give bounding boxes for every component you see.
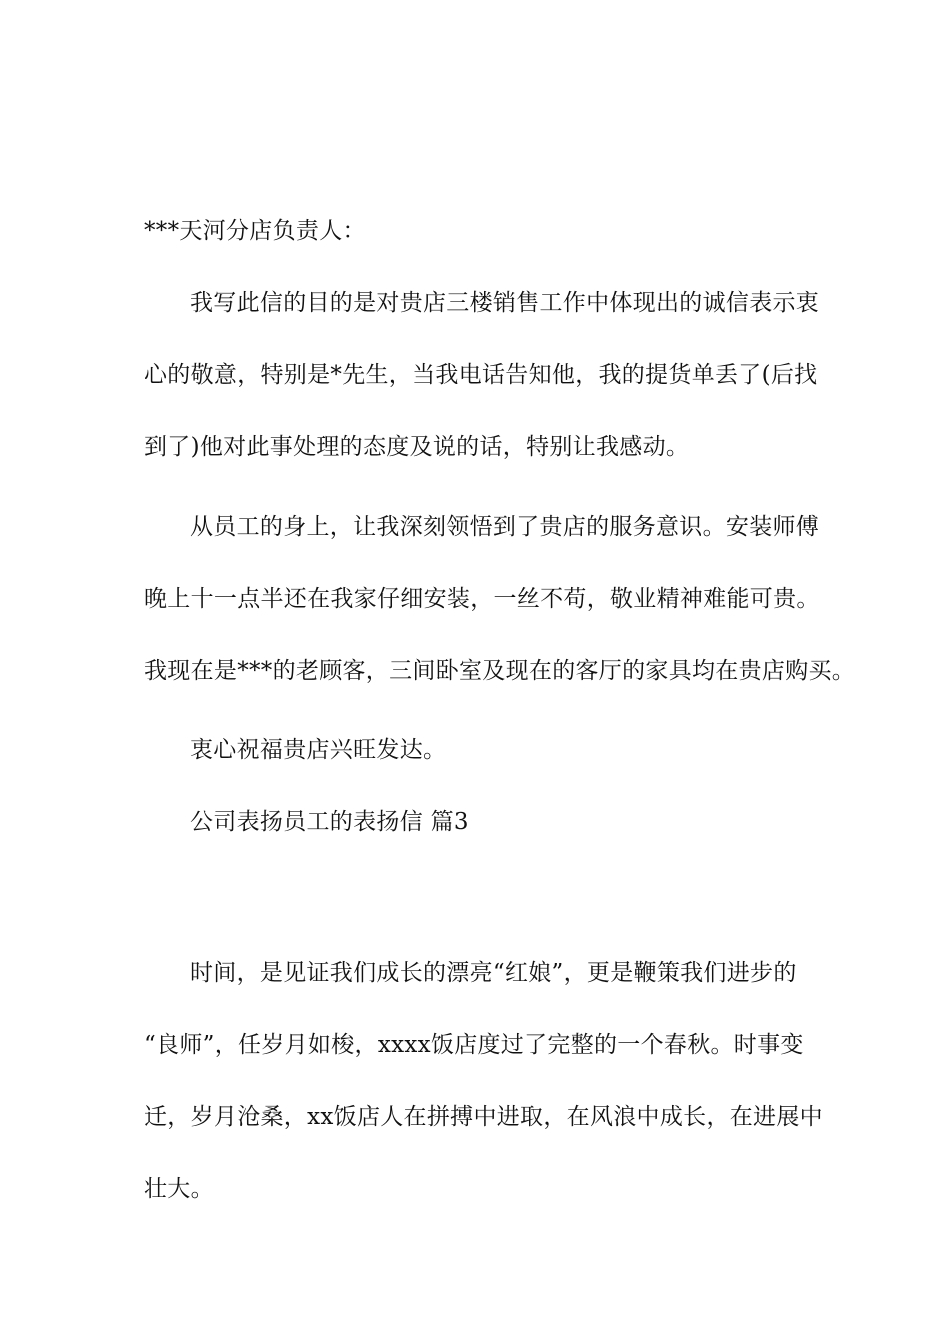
paragraph-line: “良师”，任岁月如梭，xxxx饭店度过了完整的一个春秋。时事变 <box>144 1032 804 1058</box>
paragraph-line: 我现在是***的老顾客，三间卧室及现在的客厅的家具均在贵店购买。 <box>144 658 856 684</box>
paragraph-line: 时间，是见证我们成长的漂亮“红娘”，更是鞭策我们进步的 <box>190 960 797 986</box>
section-heading: 公司表扬员工的表扬信 篇3 <box>190 809 469 835</box>
paragraph-line: 我写此信的目的是对贵店三楼销售工作中体现出的诚信表示衷 <box>190 290 820 316</box>
greeting-line: ***天河分店负责人： <box>144 218 366 244</box>
paragraph-line: 到了)他对此事处理的态度及说的话，特别让我感动。 <box>144 434 690 460</box>
paragraph-line: 迁，岁月沧桑，xx饭店人在拼搏中进取，在风浪中成长，在进展中 <box>144 1104 823 1130</box>
paragraph-line: 壮大。 <box>144 1176 214 1202</box>
paragraph-line: 心的敬意，特别是*先生，当我电话告知他，我的提货单丢了(后找 <box>144 362 818 388</box>
paragraph-line: 晚上十一点半还在我家仔细安装，一丝不苟，敬业精神难能可贵。 <box>144 586 820 612</box>
paragraph-line: 从员工的身上，让我深刻领悟到了贵店的服务意识。安装师傅 <box>190 514 820 540</box>
closing-line: 衷心祝福贵店兴旺发达。 <box>190 737 447 763</box>
